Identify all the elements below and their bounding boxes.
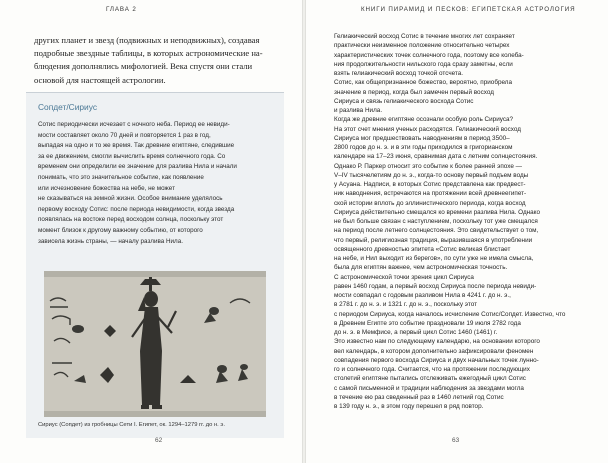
text-line: или исчезновение божества на небе, не может bbox=[38, 184, 175, 192]
text-line: V–IV тысячелетиям до н. э., когда-то основу первый подъем воды bbox=[334, 171, 529, 179]
text-line: появлялась на востоке перед восходом солнца, поскольку этот bbox=[38, 216, 224, 224]
text-line: за ее движением, смогли вычислить время солнечного года. Со bbox=[38, 152, 226, 160]
text-line: понимать, что это значительное событие, как появление bbox=[38, 173, 204, 181]
page-number-left: 62 bbox=[155, 437, 163, 444]
text-line: первому восходу Сотис: после периода невидимости, когда звезда bbox=[38, 205, 235, 213]
text-line: 2800 годов до н. э. и в эти годы приходился в григорианском bbox=[334, 144, 513, 151]
text-line: не был больше связан с наступлением, поскольку тот уже смещался bbox=[334, 218, 538, 225]
text-line: Сотис, как общепризнанное божество, вероятно, приобрела bbox=[334, 79, 513, 87]
text-line: равен 1460 годам, а первый восход Сириуса после периода невиди- bbox=[334, 282, 537, 290]
text-line: совпадения первого восхода Сириуса и двух начальных точек лунно- bbox=[334, 356, 539, 364]
text-line: На этот счет мнения ученых расходятся. Гелиакический восход bbox=[334, 125, 521, 133]
text-line: не сказываться на земной жизни. Особое внимание уделялось bbox=[38, 195, 223, 203]
text-line: в 2781 г. до н. э. и 1321 г. до н. э., поскольку этот bbox=[334, 301, 478, 309]
text-line: что первый, религиозная традиция, выразившаяся в употреблении bbox=[334, 236, 533, 244]
text-line: Гелиакический восход Сотис в течение многих лет сохраняет bbox=[334, 33, 515, 40]
text-line: Когда же древние египтяне осознали особую роль Сириуса? bbox=[334, 116, 514, 124]
text-line: момент близок к другому важному событию, от которого bbox=[38, 226, 203, 234]
text-line: характеристических точек солнечного года, поэтому все колеба- bbox=[334, 51, 524, 59]
text-line: практически неизменное положение относительно четырех bbox=[334, 42, 510, 50]
page-number-right: 63 bbox=[452, 437, 460, 444]
text-line: Однако Р. Паркер относит это событие к более ранней эпохе — bbox=[334, 162, 522, 170]
text-line: на небе, и Нил выходит из берегов», по сути уже не имела смысла, bbox=[334, 255, 534, 262]
text-line: была для египтян важнее, чем астрономическая точность. bbox=[334, 264, 508, 272]
text-line: ской истории вплоть до эллинистического периода, когда восход bbox=[334, 199, 526, 207]
text-line: Сириуса мог предшествовать наводнениям в период 3500– bbox=[334, 134, 510, 142]
text-line: зависела жизнь страны, — началу разлива Нила. bbox=[38, 237, 183, 245]
text-line: столетий египтяне пытались отслеживать ежегодный цикл Сотис bbox=[334, 375, 526, 383]
sidebar-text bbox=[38, 120, 237, 247]
text-line: в Древнем Египте это событие праздновали 19 июля 2782 года bbox=[334, 319, 521, 327]
text-line: мости составляет около 70 дней и повторяется 1 раз в год, bbox=[38, 131, 211, 139]
text-line: с самой письменной и традиции наблюдения за звездами могла bbox=[334, 384, 524, 392]
text-line: вел календарь, в котором дополнительно зафиксировали феномен bbox=[334, 347, 534, 355]
text-line: на период после летнего солнцестояния. Это свидетельствует о том, bbox=[334, 227, 539, 235]
sidebar-box bbox=[26, 92, 284, 438]
sirius-tomb-illustration bbox=[44, 271, 266, 417]
text-line: с периодом Сириуса, когда началось исчисление Сотис/Сопдет. Известно, что bbox=[334, 310, 566, 318]
text-line: других планет и звезд (подвижных и неподвижных), создавая bbox=[34, 35, 260, 45]
text-line: значение в период, когда был замечен первый восход bbox=[334, 88, 494, 96]
text-line: мости совпадал с годовым разливом Нила в 4241 г. до н. э., bbox=[334, 292, 511, 299]
text-line: Сириуса действительно смещался ко времени разлива Нила. Однако bbox=[334, 208, 541, 216]
right-body-text bbox=[334, 32, 565, 411]
text-line: взять гелиакический восход точкой отсчета. bbox=[334, 70, 464, 77]
text-line: го и солнечного года. Считается, что на протяжении последующих bbox=[334, 366, 530, 373]
right-page bbox=[306, 0, 608, 463]
text-line: в 139 году н. э., в этом году перешел в ряд повтор. bbox=[334, 403, 484, 410]
text-line: подробные звездные таблицы, в которых астрономические на- bbox=[34, 48, 263, 59]
text-line: календаре на 17–23 июня, сравнимая дата с летним солнцестояния. bbox=[334, 153, 538, 161]
running-head-right: КНИГИ ПИРАМИД И ПЕСКОВ: ЕГИПЕТСКАЯ АСТРОЛОГИЯ bbox=[361, 6, 576, 13]
text-line: до н. э. в Мемфисе, а первый цикл Сотис 1460 (1461) г. bbox=[334, 329, 498, 336]
text-line: С астрономической точки зрения цикл Сириуса bbox=[334, 273, 474, 281]
text-line: у Асуана. Надписи, в которых Сотис представлена как предвест- bbox=[334, 181, 526, 188]
left-paragraph bbox=[34, 34, 263, 87]
figure-caption: Сириус (Сопдет) из гробницы Сети I. Египет, ок. 1294–1279 гг. до н. э. bbox=[38, 422, 225, 428]
text-line: ния продолжительности нильского года сразу заметны, если bbox=[334, 60, 513, 68]
text-line: временем они определили ее значение для разлива Нила и начали bbox=[38, 163, 237, 171]
text-line: ник наводнения, встречаются на протяжении всей древнеегипет- bbox=[334, 190, 527, 198]
running-head-left: ГЛАВА 2 bbox=[106, 6, 137, 13]
text-line: основой для настоящей астрологии. bbox=[34, 74, 166, 85]
text-line: Это известно нам по следующему календарю, на основании которого bbox=[334, 338, 540, 346]
text-line: и разлива Нила. bbox=[334, 107, 383, 114]
text-line: выпадая на одно и то же время. Так древние египтяне, следившие bbox=[38, 142, 235, 150]
text-line: освященного древностью эпитета «Сотис великая блистает bbox=[334, 245, 511, 253]
left-page bbox=[0, 0, 302, 463]
text-line: блюдения дополнялись мифологией. Века спустя они стали bbox=[34, 61, 253, 72]
sidebar-title: Сопдет/Сириус bbox=[38, 102, 98, 112]
text-line: Сириуса и связь гелиакического восхода Сотис bbox=[334, 97, 474, 105]
text-line: в течение ею раз сведенный раз в 1460 летний год Сотис bbox=[334, 393, 504, 401]
text-line: Сотис периодически исчезает с ночного неба. Период ее невиди- bbox=[38, 121, 230, 128]
